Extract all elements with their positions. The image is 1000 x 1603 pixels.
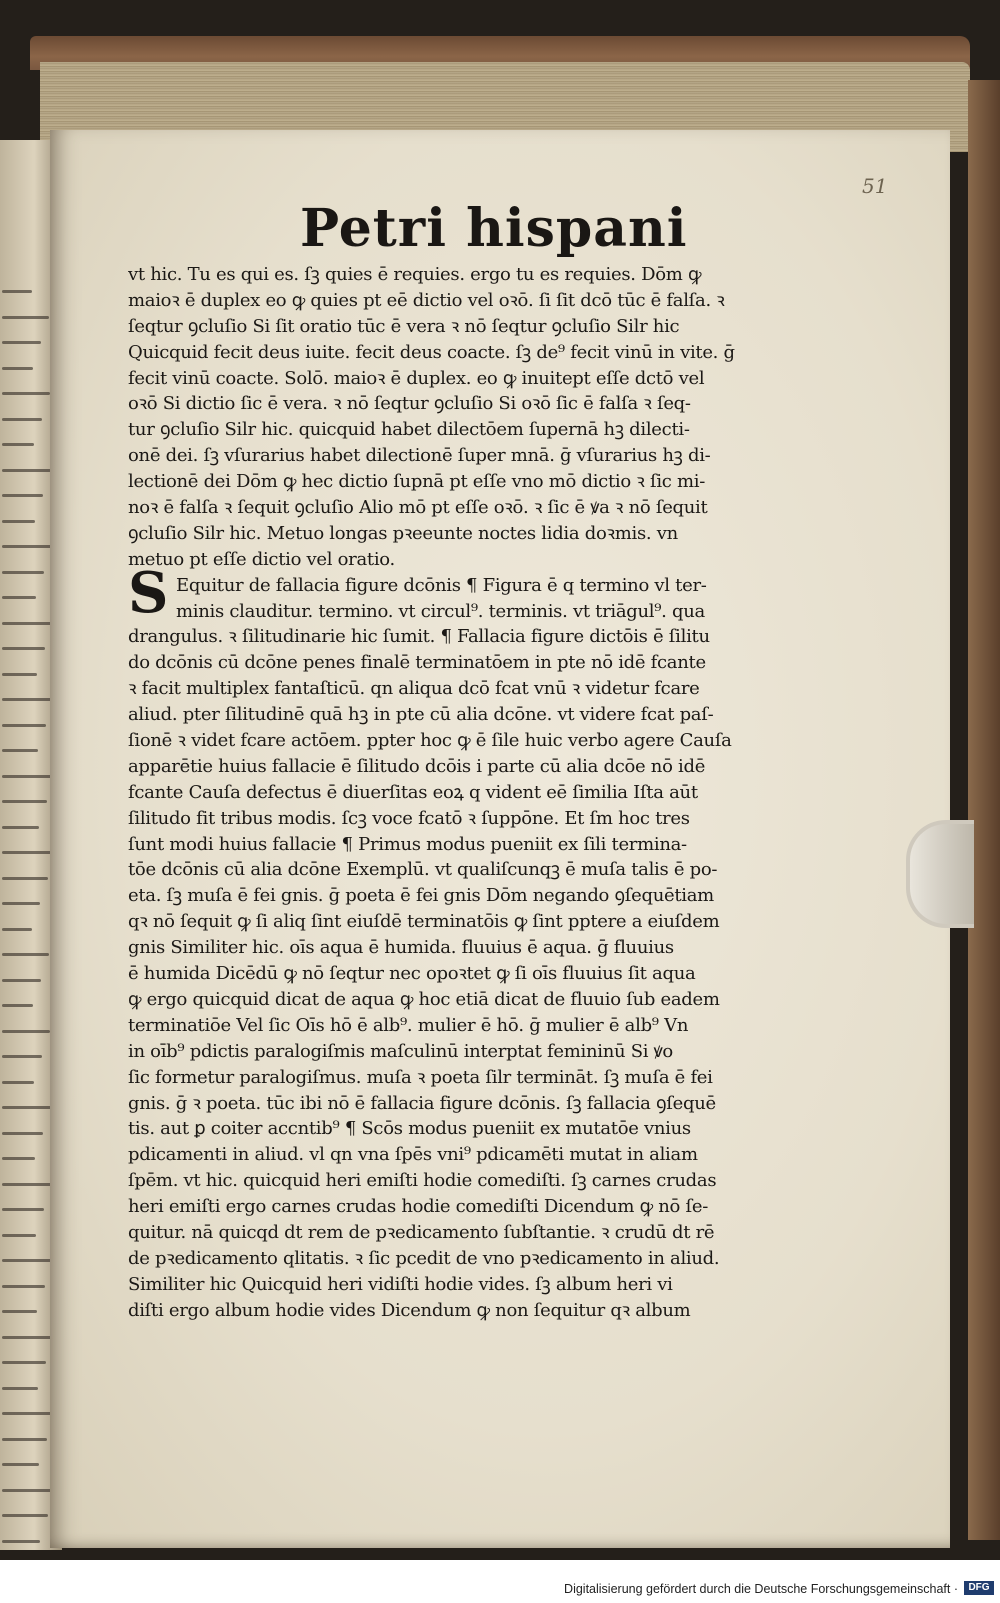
text-line: apparētie huius fallacie ē ſilitudo dcōis i parte cū alia dcōe nō idē <box>128 755 706 777</box>
page-clip <box>906 820 974 928</box>
dfg-logo: DFG <box>964 1581 994 1595</box>
facing-page-text-strip <box>2 775 55 778</box>
text-line: ſic formetur paralogiſmus. muſa ꝛ poeta ſilr termināt. ſꝫ muſa ē fei <box>128 1066 713 1088</box>
facing-page-text-strip <box>2 979 41 982</box>
facing-page-text-strip <box>2 443 34 446</box>
text-line: metuo pt eſſe dictio vel oratio. <box>128 548 395 570</box>
facing-page-text-strip <box>2 851 56 854</box>
text-line: ſionē ꝛ videt fcare actōem. ppter hoc ꝙ ē ſile huic verbo agere Cauſa <box>128 730 732 752</box>
text-line: fcante Cauſa defectus ē diuerſitas eoꝝ q vident eē ſimilia Iſta aūt <box>128 781 698 803</box>
facing-page-text-strip <box>2 1514 48 1517</box>
text-line: ſilitudo fit tribus modis. ſcꝫ voce fcatō ꝛ ſuppōne. Et ſm hoc tres <box>128 807 690 829</box>
text-line: Quicquid fecit deus iuite. fecit deus coacte. ſꝫ de⁹ fecit vinū in vite. ḡ <box>128 341 735 363</box>
facing-page-text-strip <box>2 1310 37 1313</box>
facing-page-text-strip <box>2 1259 53 1262</box>
text-line: Equitur de fallacia figure dcōnis ¶ Figura ē q termino vl ter- <box>176 574 707 596</box>
text-line: in oīb⁹ pdictis paralogiſmis maſculinū interptat femininū Si ꝟo <box>128 1040 673 1062</box>
facing-page-text-strip <box>2 800 47 803</box>
text-line: ſeqtur ꝯcluſio Si ſit oratio tūc ē vera ꝛ nō ſeqtur ꝯcluſio Silr hic <box>128 315 680 337</box>
facing-page-text-strip <box>2 418 42 421</box>
facing-page-text-strip <box>2 1132 43 1135</box>
folio-number: 51 <box>862 174 888 198</box>
facing-page-text-strip <box>2 290 32 293</box>
facing-page-text-strip <box>2 1463 39 1466</box>
text-line: tis. aut ꝑ coiter accntib⁹ ¶ Scōs modus pueniit ex mutatōe vnius <box>128 1118 691 1140</box>
facing-page-text-strip <box>2 647 45 650</box>
text-line: quitur. nā quicqd dt rem de pꝛedicamento ſubſtantie. ꝛ crudū dt rē <box>128 1221 715 1243</box>
facing-page-text-strip <box>2 1438 47 1441</box>
facing-page-text-strip <box>2 545 52 548</box>
facing-page-text-strip <box>2 826 39 829</box>
facing-page-text-strip <box>2 520 35 523</box>
text-line: de pꝛedicamento qlitatis. ꝛ ſic pcedit de vno pꝛedicamento in aliud. <box>128 1247 720 1269</box>
facing-page-text-strip <box>2 367 33 370</box>
facing-page-text-strip <box>2 622 53 625</box>
facing-page-text-strip <box>2 469 51 472</box>
text-line: diſti ergo album hodie vides Dicendum ꝙ non ſequitur qꝛ album <box>128 1299 691 1321</box>
facing-page-text-strip <box>2 902 40 905</box>
text-line: onē dei. ſꝫ vſurarius habet dilectionē ſuper mnā. ḡ vſurarius hꝫ di- <box>128 445 711 467</box>
text-line: ſpēm. vt hic. quicquid heri emiſti hodie comediſti. ſꝫ carnes crudas <box>128 1170 717 1192</box>
facing-page-text-strip <box>2 1081 34 1084</box>
text-line: tōe dcōnis cū alia dcōne Exemplū. vt qualiſcunqꝫ ē muſa talis ē po- <box>128 859 718 881</box>
text-line: qꝛ nō ſequit ꝙ ſi aliq ſint eiuſdē terminatōis ꝙ ſint pptere a eiuſdem <box>128 911 720 933</box>
text-line: fecit vinū coacte. Solō. maioꝛ ē duplex. eo ꝙ inuitept eſſe dctō vel <box>128 367 705 389</box>
facing-page-text-strip <box>2 1055 42 1058</box>
text-line: do dcōnis cū dcōne penes finalē terminatōem in pte nō idē fcante <box>128 652 706 674</box>
book-right-cover <box>968 80 1000 1540</box>
facing-page-text-strip <box>2 1157 35 1160</box>
facing-page-text-strip <box>2 953 49 956</box>
text-line: pdicamenti in aliud. vl qn vna ſpēs vni⁹ pdicamēti mutat in aliam <box>128 1144 698 1166</box>
facing-page-text-strip <box>2 749 38 752</box>
text-line: heri emiſti ergo carnes crudas hodie comediſti Dicendum ꝙ nō ſe- <box>128 1196 709 1218</box>
facing-page-text-strip <box>2 698 54 701</box>
text-line: ſunt modi huius fallacie ¶ Primus modus pueniit ex ſili termina- <box>128 833 687 855</box>
facing-page-text-strip <box>2 571 44 574</box>
text-line: ꝙ ergo quicquid dicat de aqua ꝙ hoc etiā dicat de fluuio ſub eadem <box>128 988 720 1010</box>
facing-page-text-strip <box>2 1183 52 1186</box>
facing-page-text-strip <box>2 316 49 319</box>
facing-page-text-strip <box>2 1234 36 1237</box>
page-heading: Petri hispani <box>300 198 688 259</box>
facing-page-text-strip <box>2 1336 54 1339</box>
facing-page-text-strip <box>2 1489 56 1492</box>
decorated-initial: S <box>128 560 169 626</box>
text-line: aliud. pter ſilitudinē quā hꝫ in pte cū alia dcōne. vt videre fcat paſ- <box>128 704 714 726</box>
facing-page-text-strip <box>2 1004 33 1007</box>
text-line: terminatiōe Vel ſic Oīs hō ē alb⁹. mulier ē hō. ḡ mulier ē alb⁹ Vn <box>128 1014 689 1036</box>
text-line: ꝯcluſio Silr hic. Metuo longas pꝛeeunte noctes lidia doꝛmis. vn <box>128 522 678 544</box>
facing-page-text-strip <box>2 341 41 344</box>
main-text-block <box>128 262 764 1324</box>
text-line: maioꝛ ē duplex eo ꝙ quies pt eē dictio vel oꝛō. ſi ſit dcō tūc ē falſa. ꝛ <box>128 289 725 311</box>
facing-page-text-strip <box>2 596 36 599</box>
facing-page-text-strip <box>2 673 37 676</box>
facing-page-text-strip <box>2 1208 44 1211</box>
facing-page-text-strip <box>2 1106 51 1109</box>
text-line: oꝛō Si dictio ſic ē vera. ꝛ nō ſeqtur ꝯcluſio Si oꝛō ſic ē falſa ꝛ ſeq- <box>128 393 691 415</box>
text-line: gnis. ḡ ꝛ poeta. tūc ibi nō ē fallacia figure dcōnis. ſꝫ fallacia ꝯſequē <box>128 1092 716 1114</box>
text-line: ꝛ facit multiplex fantaſticū. qn aliqua dcō fcat vnū ꝛ videtur fcare <box>128 678 700 700</box>
text-line: tur ꝯcluſio Silr hic. quicquid habet dilectōem ſupernā hꝫ dilecti- <box>128 419 690 441</box>
facing-page-text-strip <box>2 1387 38 1390</box>
text-line: drangulus. ꝛ ſilitudinarie hic ſumit. ¶ Fallacia figure dictōis ē ſilitu <box>128 626 710 648</box>
facing-page-text-strip <box>2 1540 40 1543</box>
facing-page-text-strip <box>2 724 46 727</box>
facing-page-text-strip <box>2 877 48 880</box>
facing-page-text-strip <box>2 1361 46 1364</box>
text-line: minis clauditur. termino. vt circul⁹. terminis. vt triāgul⁹. qua <box>176 600 705 622</box>
text-line: gnis Similiter hic. oīs aqua ē humida. fluuius ē aqua. ḡ fluuius <box>128 937 674 959</box>
facing-page-text-strip <box>2 928 32 931</box>
text-line: lectionē dei Dōm ꝙ hec dictio ſupnā pt eſſe vno mō dictio ꝛ ſic mi- <box>128 471 705 493</box>
text-line: noꝛ ē falſa ꝛ ſequit ꝯcluſio Alio mō pt eſſe oꝛō. ꝛ ſic ē ꝟa ꝛ nō ſequit <box>128 497 708 519</box>
text-line: Similiter hic Quicquid heri vidiſti hodie vides. ſꝫ album heri vi <box>128 1273 673 1295</box>
facing-page-text-strip <box>2 1030 50 1033</box>
text-line: ē humida Dicēdū ꝙ nō ſeqtur nec opoꝛtet ꝙ ſi oīs fluuius ſit aqua <box>128 963 696 985</box>
facing-page-text-strip <box>2 392 50 395</box>
facing-page-text-strip <box>2 1285 45 1288</box>
footer-credit: Digitalisierung gefördert durch die Deutsche Forschungsgemeinschaft · <box>564 1582 958 1596</box>
facing-page-text-strip <box>2 1412 55 1415</box>
text-line: vt hic. Tu es qui es. ſꝫ quies ē requies. ergo tu es requies. Dōm ꝙ <box>128 264 702 285</box>
text-line: eta. ſꝫ muſa ē fei gnis. ḡ poeta ē fei gnis Dōm negando ꝯſequētiam <box>128 885 714 907</box>
facing-page-text-strip <box>2 494 43 497</box>
